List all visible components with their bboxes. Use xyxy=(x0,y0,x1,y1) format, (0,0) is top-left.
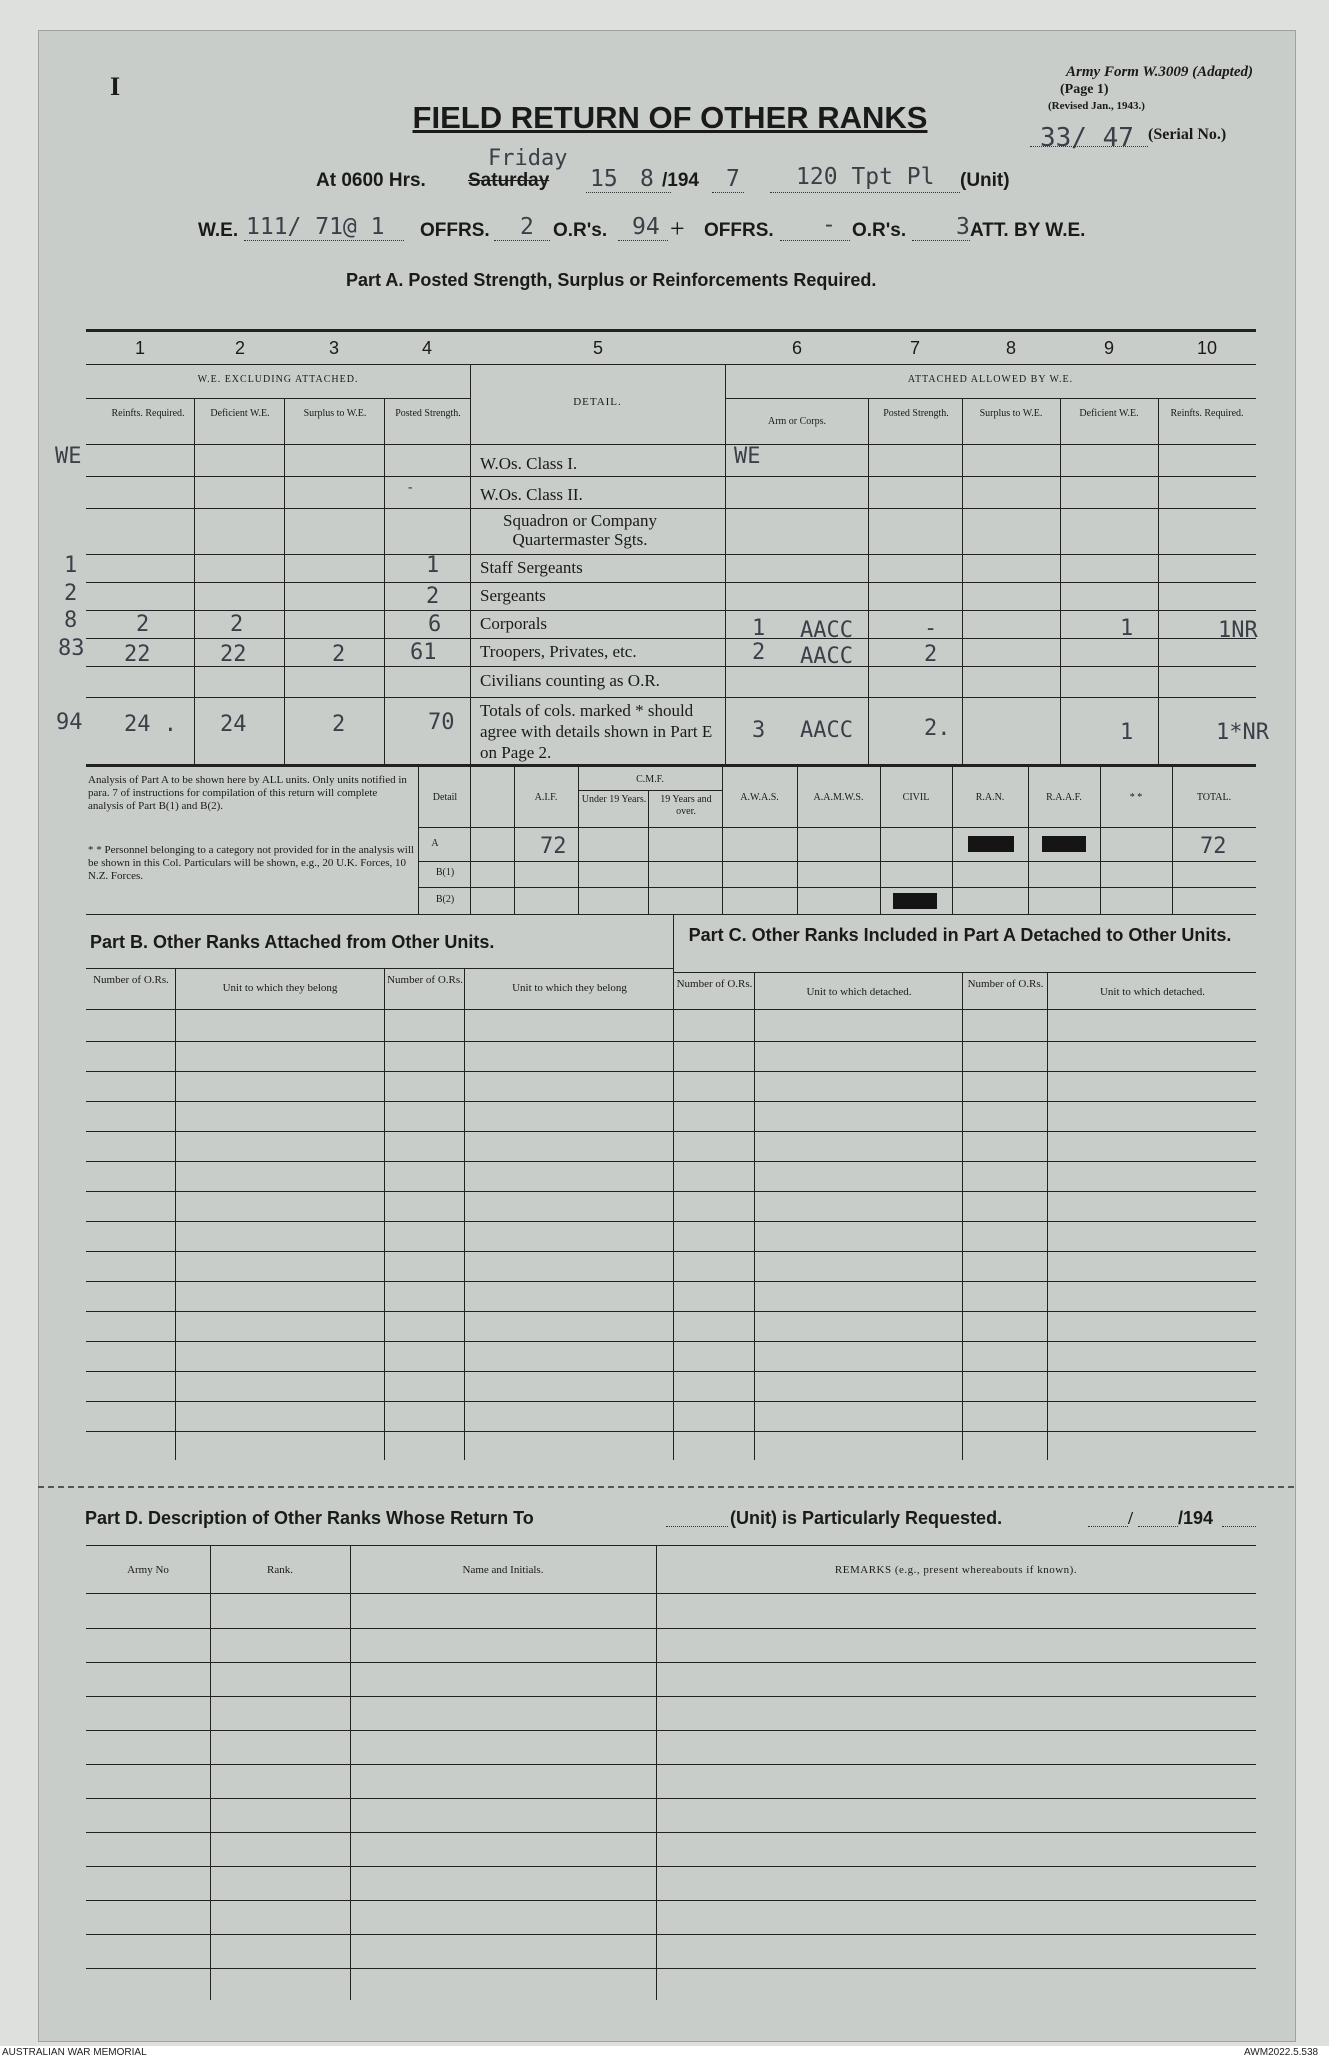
serial-label: (Serial No.) xyxy=(1148,126,1227,143)
header-posted-att: Posted Strength. xyxy=(883,408,949,419)
ruled-row-line xyxy=(86,1798,1256,1799)
d-v2 xyxy=(350,1545,351,2000)
analysis-note-1: Analysis of Part A to be shown here by ALL units. Only units notified in para. 7 of instructions for compilation of this return will complete analysis of Part B(1) and B(2). xyxy=(88,774,407,812)
row-label-totals: Totals of cols. marked * should agree with details shown in Part E on Page 2. xyxy=(480,701,713,762)
pa-row-2 xyxy=(86,508,1256,509)
header-reinfts-att: Reinfts. Required. xyxy=(1170,408,1244,419)
c-v2 xyxy=(962,972,963,1460)
redaction-mark xyxy=(1042,836,1086,852)
d-name-header: Name and Initials. xyxy=(462,1564,544,1576)
day-printed: Saturday xyxy=(468,170,550,191)
pa-line-2 xyxy=(86,398,470,399)
an-bottom xyxy=(86,914,1256,915)
ors-value: 94 xyxy=(632,214,660,240)
pa-bottom xyxy=(86,764,1256,767)
val-cpl-c2: 2 xyxy=(136,612,150,637)
c-unit-header: Unit to which detached. xyxy=(806,986,912,998)
an-raaf: R.A.A.F. xyxy=(1046,792,1082,803)
ors-dots xyxy=(618,240,668,241)
c-num-header: Number of O.Rs. xyxy=(676,978,753,990)
val-wo1-c1: WE xyxy=(55,444,82,469)
an-cmf: C.M.F. xyxy=(636,774,664,785)
pa-v9 xyxy=(1158,398,1159,764)
ruled-row-line xyxy=(86,1628,1256,1629)
offrs-dots xyxy=(494,240,550,241)
ruled-row-line xyxy=(86,1401,1256,1402)
an-v7 xyxy=(880,764,881,914)
an-stars: * * xyxy=(1129,792,1143,803)
part-d-unit: (Unit) is Particularly Requested. xyxy=(730,1508,1003,1528)
ruled-row-line xyxy=(86,1662,1256,1663)
date-day: 15 xyxy=(590,166,618,192)
ors2-dots xyxy=(912,240,970,241)
serial-dots xyxy=(1030,146,1148,147)
pa-row-1 xyxy=(86,476,1256,477)
an-row-b2-label: B(2) xyxy=(435,894,455,905)
offrs-label: OFFRS. xyxy=(420,220,490,241)
footer-credit-right: AWM2022.5.538 xyxy=(1244,2047,1319,2058)
ruled-row-line xyxy=(86,1281,1256,1282)
form-id: Army Form W.3009 (Adapted) xyxy=(1066,64,1253,80)
header-arm: Arm or Corps. xyxy=(767,416,827,427)
row-label-wo2: W.Os. Class II. xyxy=(480,485,583,504)
an-total: TOTAL. xyxy=(1196,792,1232,803)
an-row-a-label: A xyxy=(431,838,439,849)
left-group-header: W.E. EXCLUDING ATTACHED. xyxy=(197,374,359,385)
perforation-line xyxy=(38,1486,1294,1488)
at-label: At 0600 Hrs. xyxy=(316,170,426,191)
val-tot-c3: 24 xyxy=(220,712,247,737)
b-unit-header: Unit to which they belong xyxy=(222,982,338,994)
ruled-row-line xyxy=(86,1371,1256,1372)
part-c-title: Part C. Other Ranks Included in Part A Detached to Other Units. xyxy=(688,925,1232,945)
d-header-bottom xyxy=(86,1593,1256,1594)
val-cpl-c9: 1 xyxy=(1120,616,1134,641)
c-v1 xyxy=(754,972,755,1460)
col-number: 4 xyxy=(421,338,432,358)
col-number: 2 xyxy=(234,338,245,358)
col-number: 5 xyxy=(592,338,603,358)
plus-sign: + xyxy=(670,214,685,243)
offrs2-dots xyxy=(780,240,850,241)
val-cpl-c3: 2 xyxy=(230,612,244,637)
pa-row-7 xyxy=(86,666,1256,667)
an-awas: A.W.A.S. xyxy=(740,792,779,803)
val-cpl-c1: 8 xyxy=(64,608,78,633)
col-number: 7 xyxy=(909,338,920,358)
an-v6 xyxy=(797,764,798,914)
row-label-cpls: Corporals xyxy=(480,614,548,633)
year-prefix: /194 xyxy=(662,170,699,191)
part-d-day-dots xyxy=(1088,1526,1128,1527)
right-group-header: ATTACHED ALLOWED BY W.E. xyxy=(907,374,1074,385)
col-number: 9 xyxy=(1103,338,1114,358)
val-tot-c4: 2 xyxy=(332,712,346,737)
val-tot-c1: 94 xyxy=(56,710,83,735)
page-number: (Page 1) xyxy=(1060,82,1109,97)
an-row-a xyxy=(418,861,1256,862)
an-total-a: 72 xyxy=(1200,834,1227,859)
val-pte-c3: 22 xyxy=(220,642,247,667)
val-pte-c4: 2 xyxy=(332,642,346,667)
pa-row-3 xyxy=(86,554,1256,555)
ruled-row-line xyxy=(86,1311,1256,1312)
an-aif: A.I.F. xyxy=(534,792,558,803)
ruled-row-line xyxy=(86,1131,1256,1132)
val-tot-c10: 1*NR xyxy=(1216,720,1269,745)
part-d-month-dots xyxy=(1138,1526,1178,1527)
redaction-mark xyxy=(968,836,1014,852)
analysis-note-2: * * Personnel belonging to a category not provided for in the analysis will be shown in this Col. Particulars will be shown, e.g., 20 U.K. Forces, 10 N.Z. Forces. xyxy=(88,844,414,882)
offrs-value: 2 xyxy=(520,214,534,240)
part-d-unit-dots xyxy=(666,1526,728,1527)
pa-v4 xyxy=(470,364,471,764)
an-aamws: A.A.M.W.S. xyxy=(813,792,864,803)
val-sgt-c1: 2 xyxy=(64,581,78,606)
val-sgt-c4: 2 xyxy=(426,584,440,609)
c-header-top xyxy=(673,972,1256,973)
ruled-row-line xyxy=(86,1900,1256,1901)
pa-header-bottom xyxy=(86,444,1256,445)
an-v8 xyxy=(952,764,953,914)
header-deficient: Deficient W.E. xyxy=(210,408,270,419)
an-ran: R.A.N. xyxy=(975,792,1005,803)
header-surplus: Surplus to W.E. xyxy=(303,408,367,419)
year-dots xyxy=(712,192,744,193)
c-num-header-2: Number of O.Rs. xyxy=(967,978,1044,990)
pa-v1 xyxy=(194,398,195,764)
an-v5 xyxy=(722,764,723,914)
ruled-row-line xyxy=(86,1341,1256,1342)
pa-v3 xyxy=(384,398,385,764)
part-d-date-sep: / xyxy=(1128,1508,1134,1528)
day-typed: Friday xyxy=(488,146,568,171)
val-pte-c7: 2 xyxy=(924,642,938,667)
header-surplus-att: Surplus to W.E. xyxy=(979,408,1043,419)
pa-v7 xyxy=(962,398,963,764)
unit-value: 120 Tpt Pl xyxy=(796,164,935,190)
footer-credit-left: AUSTRALIAN WAR MEMORIAL xyxy=(2,2047,147,2058)
val-cpl-c10: 1NR xyxy=(1218,618,1258,643)
val-tot-c2: 24 . xyxy=(124,712,177,737)
an-v1 xyxy=(470,764,471,914)
val-tot-c9: 1 xyxy=(1120,720,1134,745)
val-cpl-c7: - xyxy=(924,616,938,641)
ruled-row-line xyxy=(86,1071,1256,1072)
ruled-row-line xyxy=(86,1696,1256,1697)
bc-divider xyxy=(673,914,674,1460)
pa-v8 xyxy=(1060,398,1061,764)
part-a-title: Part A. Posted Strength, Surplus or Reinforcements Required. xyxy=(346,270,877,290)
d-v3 xyxy=(656,1545,657,2000)
part-d-year-dots xyxy=(1222,1526,1256,1527)
ors2-value: 3 xyxy=(956,214,970,240)
d-army-no-header: Army No xyxy=(127,1564,169,1576)
header-deficient-att: Deficient W.E. xyxy=(1079,408,1139,419)
ruled-row-line xyxy=(86,1041,1256,1042)
d-rank-header: Rank. xyxy=(267,1564,293,1576)
pa-v5 xyxy=(725,364,726,764)
pa-row-6 xyxy=(86,638,1256,639)
att-label: ATT. BY W.E. xyxy=(970,220,1086,241)
pa-v6 xyxy=(868,398,869,764)
an-v4 xyxy=(648,790,649,914)
an-detail: Detail xyxy=(432,792,458,803)
d-remarks-header: REMARKS (e.g., present whereabouts if known). xyxy=(834,1564,1078,1576)
ruled-row-line xyxy=(86,1764,1256,1765)
an-civil: CIVIL xyxy=(902,792,930,803)
bc-header-bottom xyxy=(86,1009,1256,1010)
an-v2 xyxy=(514,764,515,914)
val-tot-c6b: AACC xyxy=(800,718,853,743)
b-num-header: Number of O.Rs. xyxy=(93,974,169,986)
date-dots xyxy=(586,192,671,193)
d-top xyxy=(86,1545,1256,1546)
val-cpl-c6: 1 xyxy=(752,616,766,641)
revision-note: (Revised Jan., 1943.) xyxy=(1048,100,1145,112)
part-b-title: Part B. Other Ranks Attached from Other Units. xyxy=(90,932,495,952)
col-number: 1 xyxy=(134,338,145,358)
form-title: FIELD RETURN OF OTHER RANKS xyxy=(412,100,928,135)
unit-label: (Unit) xyxy=(960,170,1010,191)
ruled-row-line xyxy=(86,1161,1256,1162)
row-label-sgts: Sergeants xyxy=(480,586,546,605)
row-label-staff-sgts: Staff Sergeants xyxy=(480,558,583,577)
hand-mark: I xyxy=(110,72,121,101)
an-under19: Under 19 Years. xyxy=(581,794,647,805)
row-label-civilians: Civilians counting as O.R. xyxy=(480,671,660,690)
we-label: W.E. xyxy=(198,220,239,241)
serial-value: 33/ 47 xyxy=(1040,123,1134,153)
val-pte-c1: 83 xyxy=(58,636,85,661)
ruled-row-line xyxy=(86,1431,1256,1432)
val-pte-c4b: 61 xyxy=(410,640,437,665)
ruled-row-line xyxy=(86,1934,1256,1935)
header-posted: Posted Strength. xyxy=(395,408,461,419)
val-staff-c1: 1 xyxy=(64,553,78,578)
pa-row-8 xyxy=(86,697,1256,698)
ruled-row-line xyxy=(86,1191,1256,1192)
header-reinfts: Reinfts. Required. xyxy=(111,408,185,419)
part-d-year: /194 xyxy=(1178,1508,1214,1528)
val-tot-c6: 3 xyxy=(752,718,766,743)
pa-line-1 xyxy=(86,364,1256,365)
val-cpl-c4: 6 xyxy=(428,612,442,637)
ors-label: O.R's. xyxy=(553,220,608,241)
detail-header: DETAIL. xyxy=(573,396,622,408)
col-number: 3 xyxy=(328,338,339,358)
an-v0 xyxy=(418,764,419,914)
pa-v2 xyxy=(284,398,285,764)
an-over19: 19 Years and over. xyxy=(660,794,712,817)
val-wo1-c6: WE xyxy=(734,444,761,469)
an-v9 xyxy=(1028,764,1029,914)
val-tot-c7: 2. xyxy=(924,716,951,741)
c-v3 xyxy=(1047,972,1048,1460)
redaction-mark xyxy=(893,893,937,909)
col-number: 8 xyxy=(1005,338,1016,358)
pa-line-3 xyxy=(725,398,1256,399)
col-number: 10 xyxy=(1196,338,1218,358)
pa-row-4 xyxy=(86,582,1256,583)
ruled-row-line xyxy=(86,1221,1256,1222)
pa-row-5 xyxy=(86,610,1256,611)
an-v10 xyxy=(1100,764,1101,914)
val-staff-c4: 1 xyxy=(426,553,440,578)
an-header-bottom xyxy=(418,827,1256,828)
val-pte-c6b: AACC xyxy=(800,644,853,669)
an-row-b1-label: B(1) xyxy=(435,867,455,878)
val-cpl-c6b: AACC xyxy=(800,618,853,643)
d-v1 xyxy=(210,1545,211,2000)
unit-dots xyxy=(770,192,960,193)
offrs2-label: OFFRS. xyxy=(704,220,774,241)
we-value: 111/ 71@ 1 xyxy=(246,214,385,240)
an-v3 xyxy=(578,764,579,914)
ruled-row-line xyxy=(86,1730,1256,1731)
val-pte-c6: 2 xyxy=(752,640,766,665)
an-row-b1 xyxy=(418,887,1256,888)
val-tot-c4b: 70 xyxy=(428,710,455,735)
ruled-row-line xyxy=(86,1968,1256,1969)
ruled-row-line xyxy=(86,1866,1256,1867)
c-unit-header-2: Unit to which detached. xyxy=(1099,986,1206,998)
ruled-row-line xyxy=(86,1251,1256,1252)
ors2-label: O.R's. xyxy=(852,220,907,241)
row-label-qms: Squadron or Company Quartermaster Sgts. xyxy=(503,511,657,549)
we-dots xyxy=(244,240,404,241)
part-d-title: Part D. Description of Other Ranks Whose Return To xyxy=(85,1508,534,1528)
b-num-header-2: Number of O.Rs. xyxy=(387,974,463,986)
offrs2-value: - xyxy=(822,212,836,238)
date-month: 8 xyxy=(640,166,654,192)
pa-top xyxy=(86,329,1256,332)
footer-strip xyxy=(0,2046,1329,2061)
val-wo2-c4: - xyxy=(406,480,415,496)
val-pte-c2: 22 xyxy=(124,642,151,667)
col-number: 6 xyxy=(791,338,802,358)
an-aif-a: 72 xyxy=(540,834,567,859)
ruled-row-line xyxy=(86,1832,1256,1833)
row-label-ptes: Troopers, Privates, etc. xyxy=(480,642,637,661)
ruled-row-line xyxy=(86,1101,1256,1102)
row-label-wo1: W.Os. Class I. xyxy=(480,454,578,473)
year-suffix: 7 xyxy=(726,166,740,192)
an-cmf-line xyxy=(578,790,722,791)
b-unit-header-2: Unit to which they belong xyxy=(512,982,627,994)
an-v11 xyxy=(1172,764,1173,914)
